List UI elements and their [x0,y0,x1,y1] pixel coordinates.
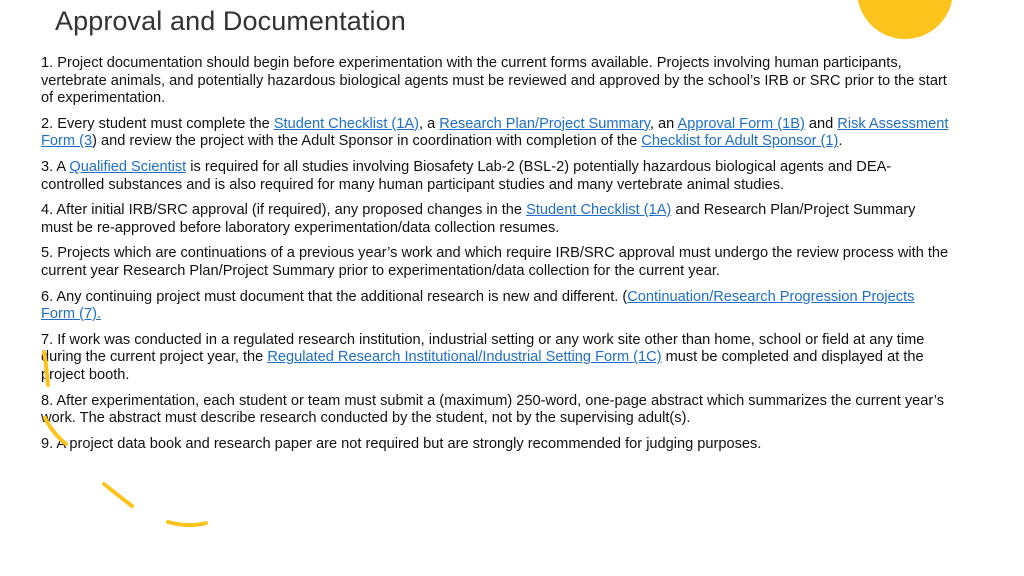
item-6-text: 6. Any continuing project must document that the additional research is new and different. ( [41,288,628,305]
item-2-text-d: and [804,115,838,132]
item-5-text: 5. Projects which are continuations of a previous year’s work and which require IRB/SRC approval must undergo the review process with the current year Research Plan/Project Summary prior to experimentation/data collection for the current year. [41,245,949,279]
item-3-text-a: 3. A [41,158,70,175]
link-qualified-scientist[interactable]: Qualified Scientist [69,158,187,175]
link-continuation-form[interactable]: Continuation/Research Progression Projects Form (7). [41,288,915,323]
item-2 [41,116,951,151]
link-research-plan[interactable]: Research Plan/Project Summary [439,115,650,132]
item-8-text: 8. After experimentation, each student or team must submit a (maximum) 250-word, one-page abstract which summarizes the current year’s work. The abstract must describe research conducted by the student, not by the supervising adult(s). [41,392,945,427]
item-2-text-c: , an [649,115,678,132]
item-8 [41,393,951,428]
item-7-text-a: 7. If work was conducted in a regulated research institution, industrial setting or any work site other than home, school or field at any time during the current project year, the [41,331,925,366]
item-4-text-a: 4. After initial IRB/SRC approval (if required), any proposed changes in the [41,202,527,219]
link-student-checklist[interactable]: Student Checklist (1A) [273,115,420,132]
item-9 [41,436,951,454]
item-2-text-f: . [838,133,843,150]
item-2-text-e: ) and review the project with the Adult Sponsor in coordination with completion of the [92,133,642,150]
link-regulated-research-form[interactable]: Regulated Research Institutional/Industrial Setting Form (1C) [267,349,662,366]
link-student-checklist-2[interactable]: Student Checklist (1A) [526,202,672,219]
link-checklist-adult-sponsor[interactable]: Checklist for Adult Sponsor (1) [641,133,839,150]
item-3 [41,159,951,194]
item-9-text: 9. A project data book and research paper are not required but are strongly recommended for judging purposes. [41,435,762,452]
item-1-text: 1. Project documentation should begin before experimentation with the current forms available. Projects involving human participants, vertebrate animals, and potentially hazardous biological agents must be reviewed and approved by the school’s IRB or SRC prior to the start of experimentation. [41,55,947,107]
highlight-stroke-9 [168,522,206,525]
item-1 [41,55,951,108]
page-title: Approval and Documentation [55,6,406,36]
decorative-circle [857,0,953,39]
link-risk-assessment-form[interactable]: Risk Assessment Form (3 [41,115,949,150]
item-5 [41,245,951,280]
item-2-text-a: 2. Every student must complete the [41,115,274,132]
item-7-text-b: must be completed and displayed at the project booth. [41,349,924,383]
item-2-text-b: , a [419,115,440,132]
link-approval-form[interactable]: Approval Form (1B) [677,115,805,132]
item-4 [41,202,951,237]
item-7 [41,332,951,385]
item-6 [41,289,951,324]
item-3-text-b: is required for all studies involving Biosafety Lab-2 (BSL-2) potentially hazardous biological agents and DEA-controlled substances and is also required for many human participant studies and many vertebrate animal studies. [41,158,892,193]
highlight-stroke-8 [104,484,132,506]
item-4-text-b: and Research Plan/Project Summary must be re-approved before laboratory experimentation/data collection resumes. [41,202,916,236]
document-body [41,55,951,461]
